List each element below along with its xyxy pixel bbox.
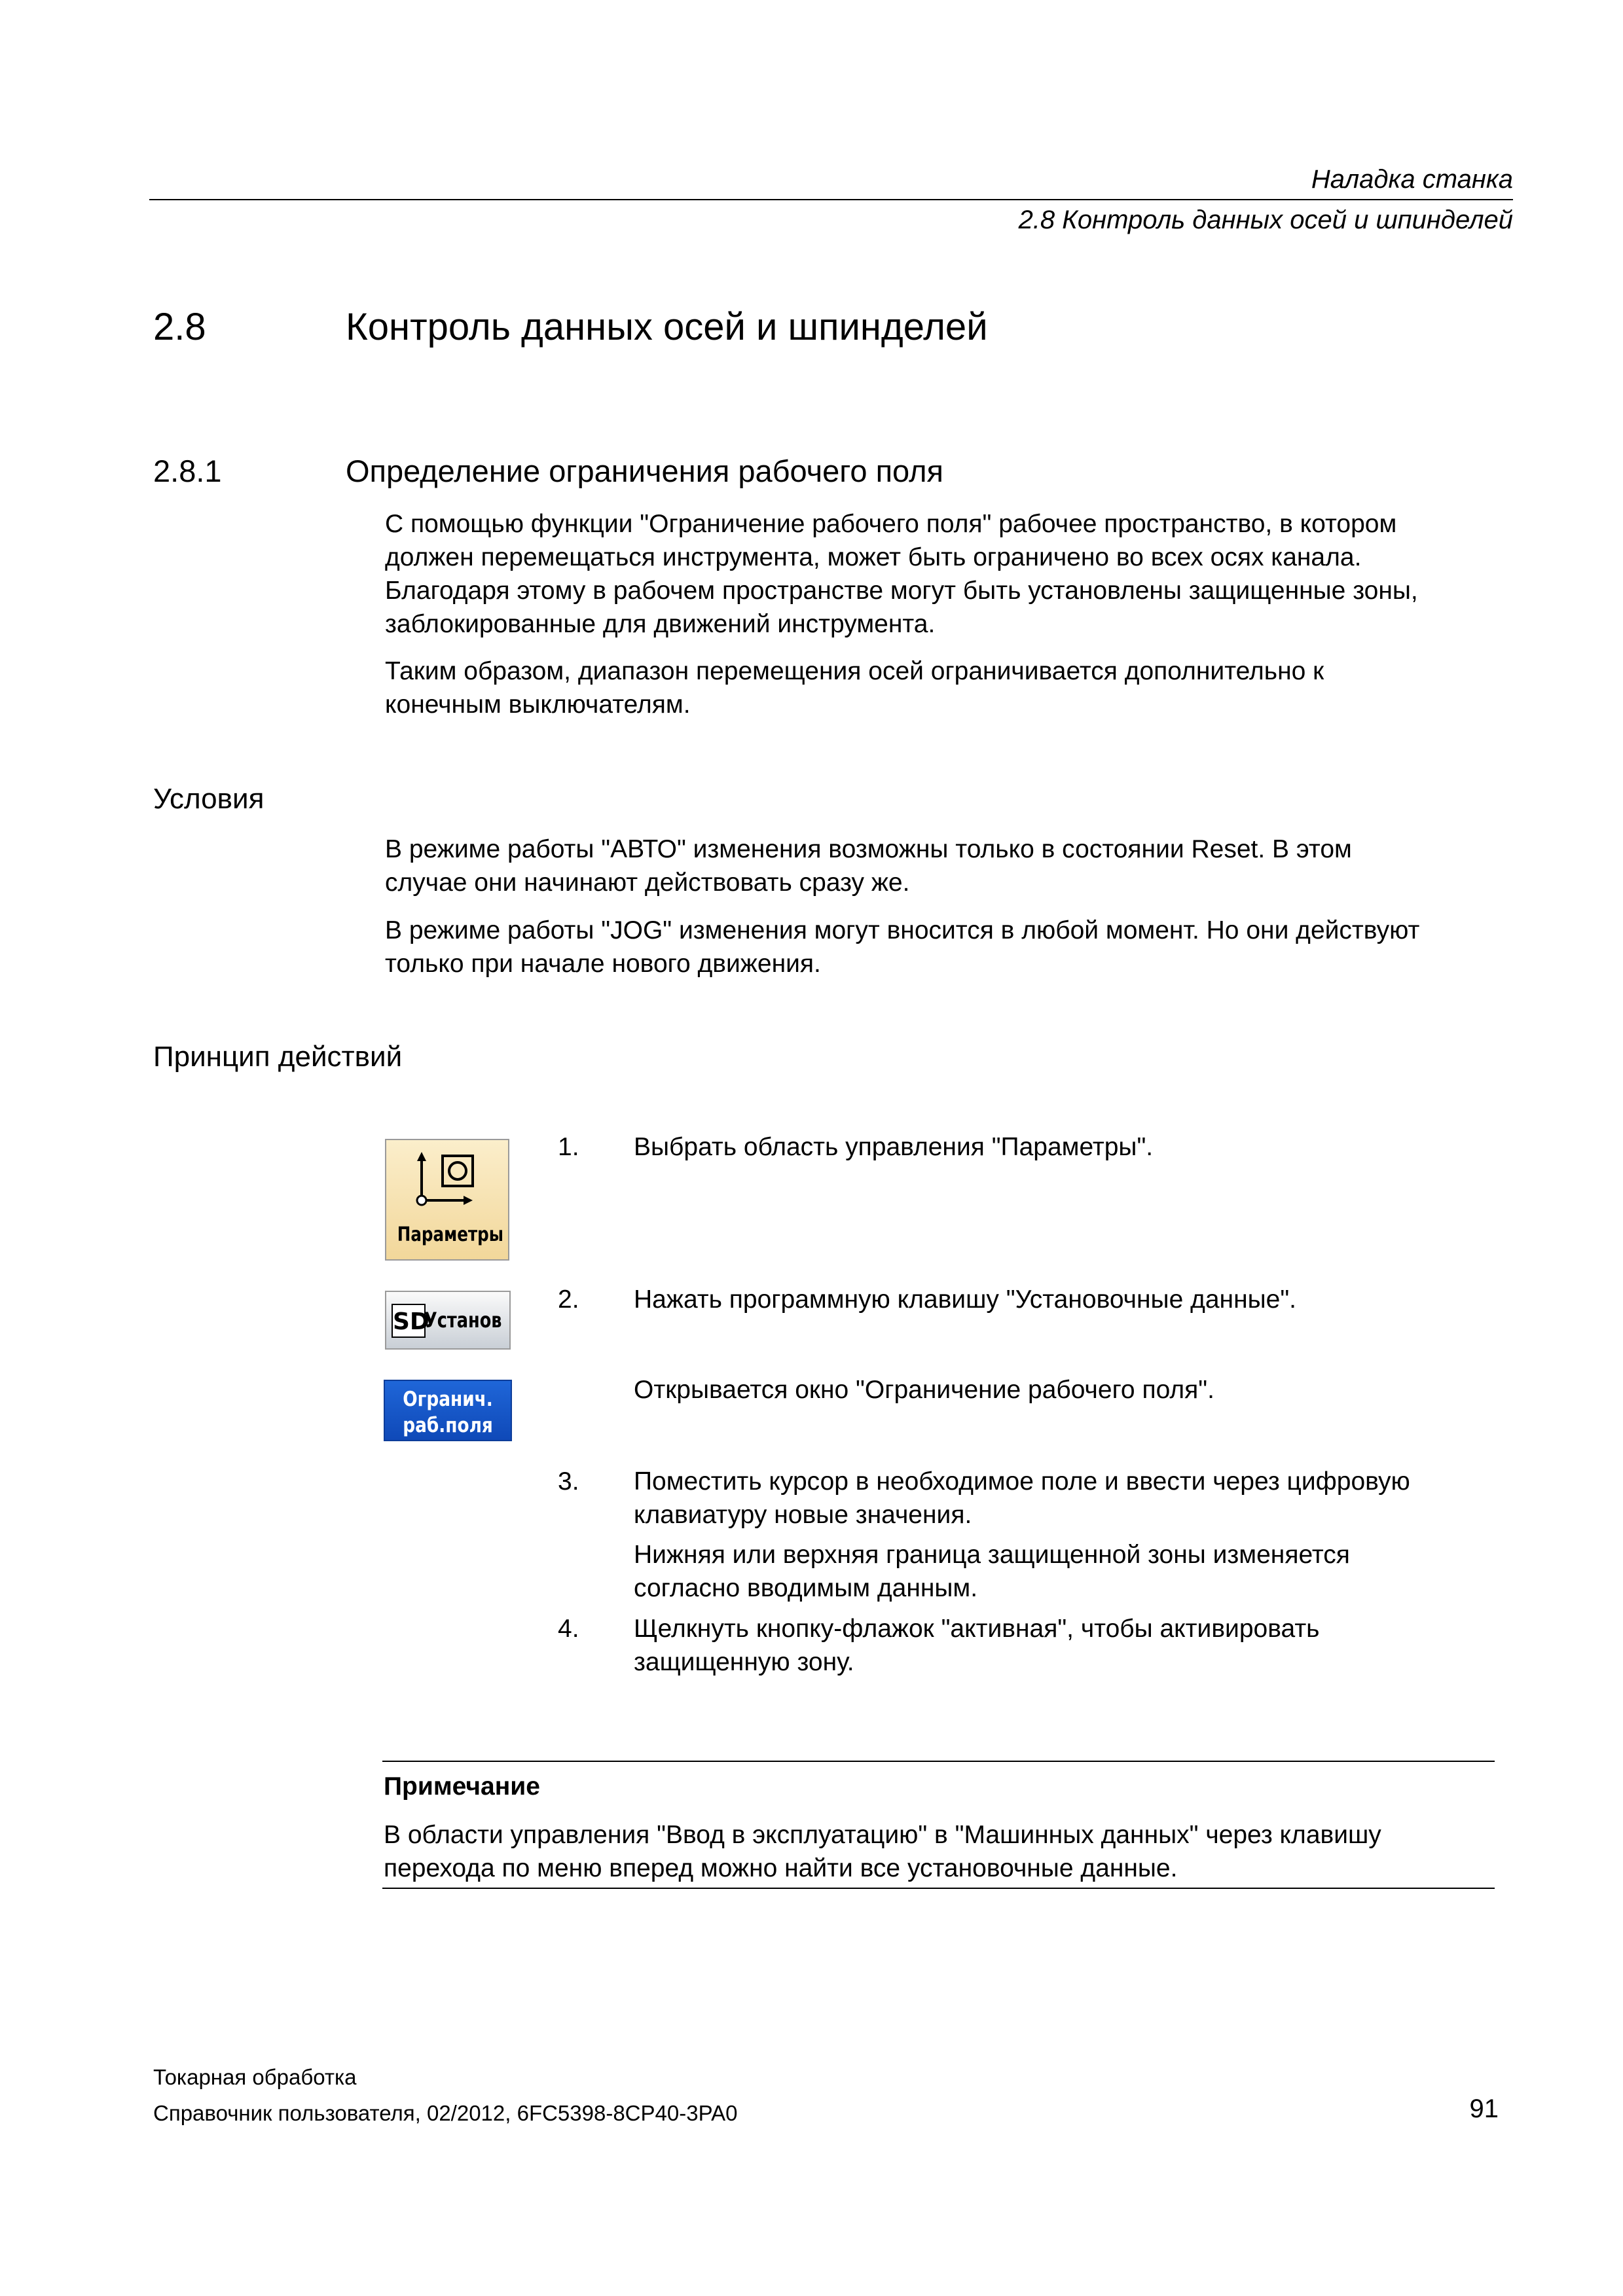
page-number: 91 [1469, 2094, 1499, 2123]
step-result-text [634, 1538, 1537, 1605]
note-top-rule [382, 1761, 1495, 1762]
section-number: 2.8 [153, 306, 206, 348]
header-rule [149, 199, 1513, 200]
axis-parameters-icon [410, 1151, 488, 1211]
work-area-limit-label-line2: раб.поля [403, 1414, 493, 1437]
section-title: Контроль данных осей и шпинделей [346, 306, 988, 348]
settings-data-softkey-label: Установ [424, 1308, 502, 1333]
note-bottom-rule [382, 1888, 1495, 1889]
text-line: В режиме работы "АВТО" изменения возможны только в состоянии Reset. В этом [385, 835, 1352, 863]
step-number: 1. [558, 1133, 579, 1161]
text-line: В области управления "Ввод в эксплуатацию" в "Машинных данных" через клавишу [384, 1821, 1381, 1849]
step-text [634, 1130, 1537, 1164]
text-line: защищенную зону. [634, 1648, 854, 1676]
step-text [634, 1612, 1537, 1679]
running-header-section: 2.8 Контроль данных осей и шпинделей [1018, 206, 1513, 234]
subsection-title: Определение ограничения рабочего поля [346, 454, 944, 488]
text-line: перехода по меню вперед можно найти все установочные данные. [384, 1854, 1178, 1882]
text-line: Поместить курсор в необходимое поле и ввести через цифровую [634, 1467, 1410, 1496]
text-line: Таким образом, диапазон перемещения осей ограничивается дополнительно к [385, 657, 1324, 685]
step-number: 2. [558, 1285, 579, 1314]
step-number: 4. [558, 1615, 579, 1643]
text-line: Щелкнуть кнопку-флажок "активная", чтобы активировать [634, 1615, 1320, 1643]
intro-paragraph-1 [385, 507, 1511, 641]
text-line: С помощью функции "Ограничение рабочего поля" рабочее пространство, в котором [385, 510, 1397, 538]
conditions-paragraph-1 [385, 833, 1511, 899]
conditions-heading: Условия [153, 783, 264, 815]
step-text [634, 1465, 1537, 1532]
text-line: Нажать программную клавишу "Установочные данные". [634, 1285, 1297, 1314]
footer-manual-info: Справочник пользователя, 02/2012, 6FC5398-8CP40-3PA0 [153, 2101, 738, 2125]
text-line: Благодаря этому в рабочем пространстве могут быть установлены защищенные зоны, [385, 577, 1418, 605]
parameters-softkey-label: Параметры [397, 1223, 504, 1246]
text-line: конечным выключателям. [385, 691, 691, 719]
work-area-limit-softkey [384, 1380, 512, 1441]
text-line: Выбрать область управления "Параметры". [634, 1133, 1154, 1161]
note-heading: Примечание [384, 1772, 540, 1801]
text-line: клавиатуру новые значения. [634, 1501, 972, 1529]
note-text [384, 1818, 1497, 1885]
conditions-paragraph-2 [385, 914, 1511, 980]
sd-icon: SD [392, 1304, 426, 1338]
work-area-limit-label-line1: Огранич. [403, 1388, 493, 1411]
step-text [634, 1283, 1537, 1316]
step-number: 3. [558, 1467, 579, 1496]
text-line: согласно вводимым данным. [634, 1574, 978, 1602]
parameters-softkey [385, 1139, 509, 1261]
settings-data-softkey [385, 1291, 511, 1350]
text-line: должен перемещаться инструмента, может быть ограничено во всех осях канала. [385, 543, 1362, 571]
step-result-text [634, 1373, 1537, 1407]
text-line: Открывается окно "Ограничение рабочего поля". [634, 1376, 1214, 1404]
footer-book-title: Токарная обработка [153, 2065, 357, 2089]
text-line: случае они начинают действовать сразу же. [385, 869, 910, 897]
running-header-chapter: Наладка станка [1311, 165, 1513, 194]
text-line: Нижняя или верхняя граница защищенной зоны изменяется [634, 1541, 1350, 1569]
text-line: заблокированные для движений инструмента. [385, 610, 936, 638]
subsection-number: 2.8.1 [153, 454, 222, 488]
intro-paragraph-2 [385, 655, 1511, 721]
principle-heading: Принцип действий [153, 1041, 403, 1073]
text-line: только при начале нового движения. [385, 950, 821, 978]
text-line: В режиме работы "JOG" изменения могут вносится в любой момент. Но они действуют [385, 916, 1420, 944]
